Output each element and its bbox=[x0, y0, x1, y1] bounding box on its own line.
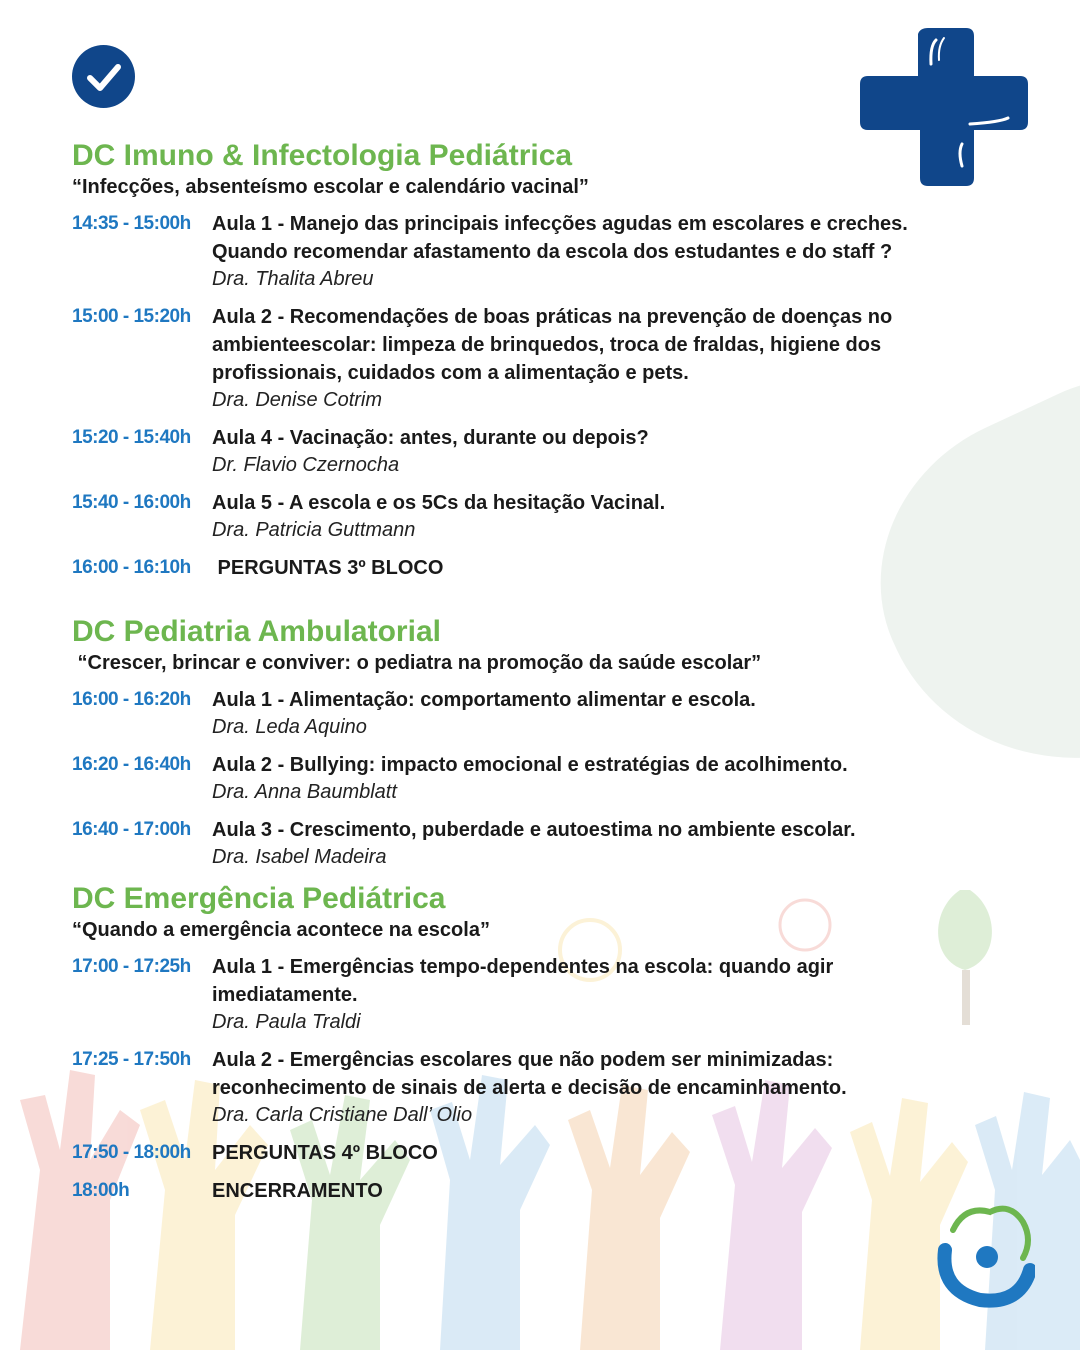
speaker-name: Dra. Isabel Madeira bbox=[212, 846, 387, 868]
session-time: 15:00 - 15:20h bbox=[72, 306, 191, 327]
lecture-title: Aula 2 - Recomendações de boas práticas na prevenção de doenças no ambienteescolar: limpeza de brinquedos, troca de fraldas, higiene dos profissionais, cuidados com a alimentação e pets. bbox=[212, 306, 893, 384]
speaker-name: Dra. Denise Cotrim bbox=[212, 389, 383, 411]
lecture-title: Aula 2 - Emergências escolares que não podem ser minimizadas: reconhecimento de sinais de alerta e decisão de encaminhamento. bbox=[212, 1049, 847, 1099]
speaker-name: Dra. Patricia Guttmann bbox=[212, 519, 416, 541]
session-time: 15:20 - 15:40h bbox=[72, 427, 191, 448]
session-time: 14:35 - 15:00h bbox=[72, 213, 191, 234]
speaker-name: Dra. Thalita Abreu bbox=[212, 268, 374, 290]
schedule-row bbox=[72, 1046, 972, 1129]
speaker-name: Dra. Leda Aquino bbox=[212, 716, 367, 738]
lecture-title: Aula 2 - Bullying: impacto emocional e estratégias de acolhimento. bbox=[212, 754, 848, 776]
speaker-name: Dra. Anna Baumblatt bbox=[212, 781, 397, 803]
session-time: 15:40 - 16:00h bbox=[72, 492, 191, 513]
schedule-row bbox=[72, 1177, 972, 1205]
section-pediatria-ambulatorial bbox=[72, 614, 972, 871]
lecture-title: Aula 1 - Manejo das principais infecções agudas em escolares e creches. Quando recomendar afastamento da escola dos estudantes e do staff ? bbox=[212, 213, 908, 263]
section-subtitle: “Crescer, brincar e conviver: o pediatra na promoção da saúde escolar” bbox=[72, 652, 762, 674]
session-time: 16:40 - 17:00h bbox=[72, 819, 191, 840]
section-title: DC Imuno & Infectologia Pediátrica bbox=[72, 139, 573, 172]
schedule-row bbox=[72, 303, 972, 414]
schedule-row bbox=[72, 210, 972, 293]
section-subtitle: “Quando a emergência acontece na escola” bbox=[72, 919, 490, 941]
speaker-name: Dra. Carla Cristiane Dall’ Olio bbox=[212, 1104, 473, 1126]
section-title: DC Emergência Pediátrica bbox=[72, 882, 446, 915]
questions-block: PERGUNTAS 4º BLOCO bbox=[212, 1142, 438, 1164]
session-time: 16:00 - 16:10h bbox=[72, 557, 191, 578]
session-time: 17:25 - 17:50h bbox=[72, 1049, 191, 1070]
section-title: DC Pediatria Ambulatorial bbox=[72, 615, 441, 648]
lecture-title: Aula 5 - A escola e os 5Cs da hesitação Vacinal. bbox=[212, 492, 666, 514]
program-content bbox=[72, 138, 972, 1215]
section-subtitle: “Infecções, absenteísmo escolar e calendário vacinal” bbox=[72, 176, 589, 198]
session-time: 16:00 - 16:20h bbox=[72, 689, 191, 710]
section-emergencia-pediatrica bbox=[72, 881, 972, 1205]
lecture-title: Aula 1 - Emergências tempo-dependentes na escola: quando agir imediatamente. bbox=[212, 956, 834, 1006]
society-logo-icon bbox=[935, 1200, 1035, 1310]
lecture-title: Aula 3 - Crescimento, puberdade e autoestima no ambiente escolar. bbox=[212, 819, 856, 841]
lecture-title: Aula 4 - Vacinação: antes, durante ou depois? bbox=[212, 427, 649, 449]
schedule-row bbox=[72, 816, 972, 871]
section-imuno-infectologia bbox=[72, 138, 972, 582]
schedule-row bbox=[72, 953, 972, 1036]
schedule-row bbox=[72, 554, 972, 582]
session-time: 17:50 - 18:00h bbox=[72, 1142, 191, 1163]
speaker-name: Dra. Paula Traldi bbox=[212, 1011, 361, 1033]
checkmark-circle-icon bbox=[72, 45, 135, 108]
lecture-title: Aula 1 - Alimentação: comportamento alimentar e escola. bbox=[212, 689, 756, 711]
schedule-row bbox=[72, 489, 972, 544]
schedule-row bbox=[72, 751, 972, 806]
speaker-name: Dr. Flavio Czernocha bbox=[212, 454, 400, 476]
schedule-row bbox=[72, 686, 972, 741]
session-time: 18:00h bbox=[72, 1180, 130, 1201]
session-time: 16:20 - 16:40h bbox=[72, 754, 191, 775]
schedule-row bbox=[72, 424, 972, 479]
questions-block: PERGUNTAS 3º BLOCO bbox=[212, 557, 444, 579]
schedule-row bbox=[72, 1139, 972, 1167]
session-time: 17:00 - 17:25h bbox=[72, 956, 191, 977]
closing-label: ENCERRAMENTO bbox=[212, 1180, 383, 1202]
